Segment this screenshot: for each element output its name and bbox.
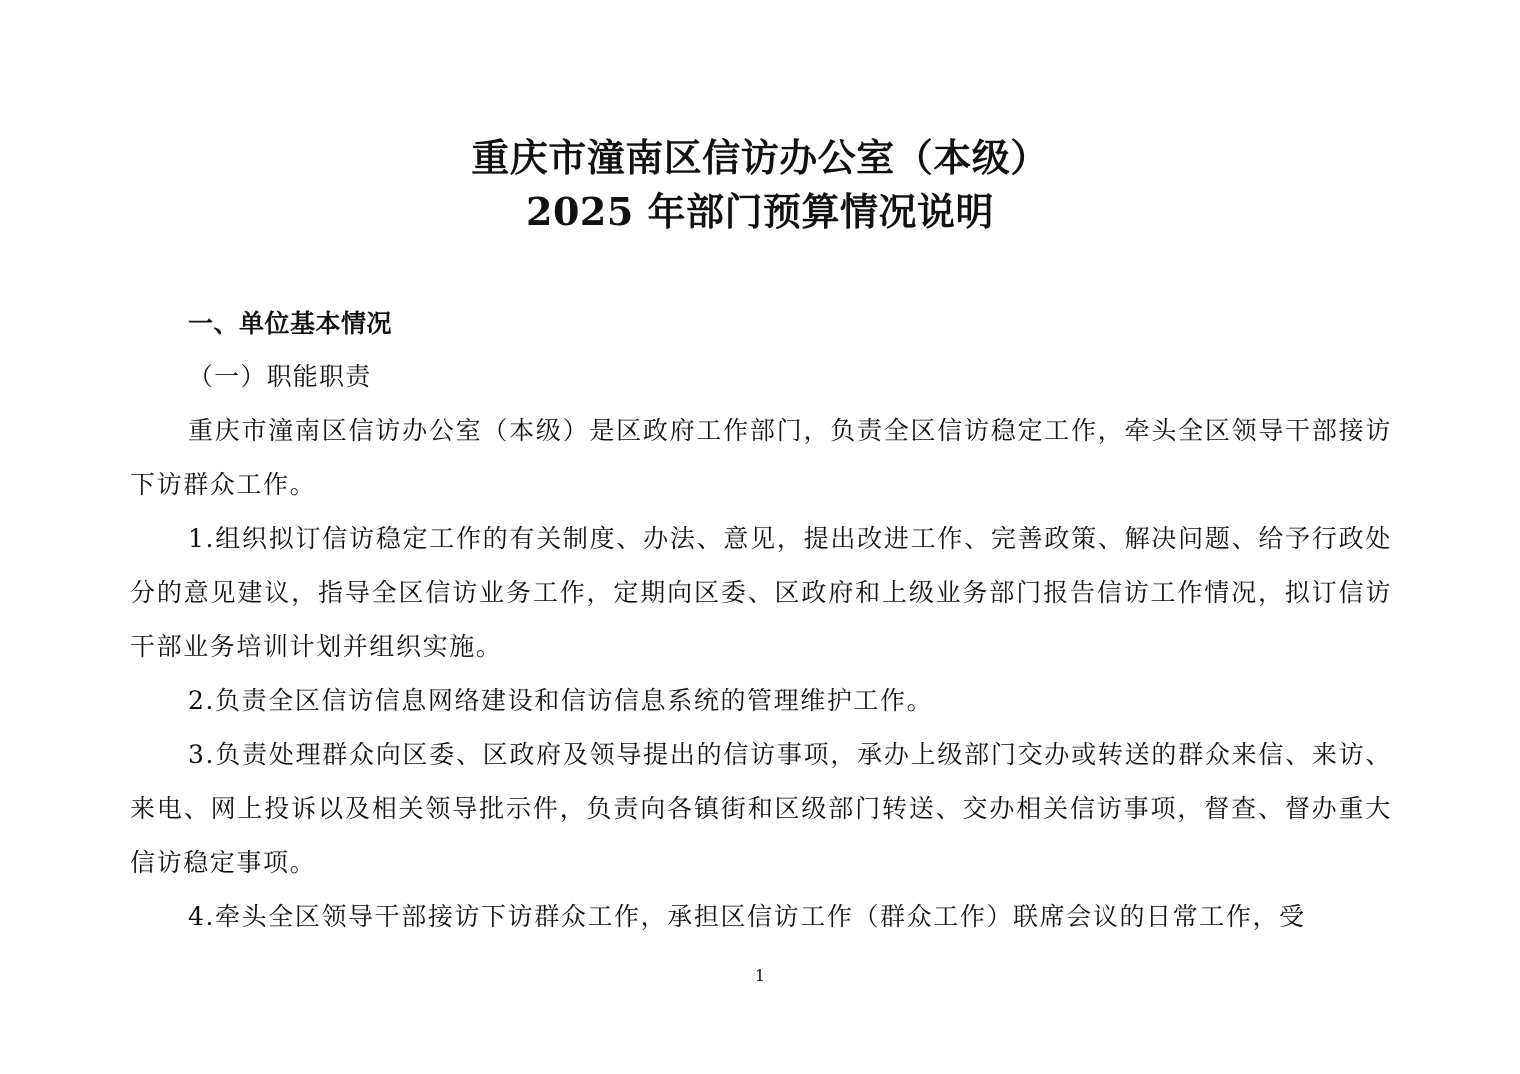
- document-title-line2: 2025 年部门预算情况说明: [526, 189, 994, 234]
- page-number: 1: [754, 966, 766, 985]
- paragraph: 1.组织拟订信访稳定工作的有关制度、办法、意见，提出改进工作、完善政策、解决问题、给予行政处分的意见建议，指导全区信访业务工作，定期向区委、区政府和上级业务部门报告信访工作情况，拟订信访干部业务培训计划并组织实施。: [130, 524, 1392, 661]
- subsection-heading: （一）职能职责: [188, 362, 372, 391]
- paragraph: 2.负责全区信访信息网络建设和信访信息系统的管理维护工作。: [188, 686, 934, 715]
- paragraph: 4.牵头全区领导干部接访下访群众工作，承担区信访工作（群众工作）联席会议的日常工作，受: [188, 902, 1306, 931]
- paragraph: 3.负责处理群众向区委、区政府及领导提出的信访事项，承办上级部门交办或转送的群众来信、来访、来电、网上投诉以及相关领导批示件，负责向各镇街和区级部门转送、交办相关信访事项，督查、督办重大信访稳定事项。: [130, 740, 1392, 877]
- body-content: [130, 404, 1392, 944]
- document-title-line1: 重庆市潼南区信访办公室（本级）: [471, 135, 1049, 180]
- paragraph: 重庆市潼南区信访办公室（本级）是区政府工作部门，负责全区信访稳定工作，牵头全区领导干部接访下访群众工作。: [130, 416, 1392, 499]
- section-heading: 一、单位基本情况: [188, 309, 393, 338]
